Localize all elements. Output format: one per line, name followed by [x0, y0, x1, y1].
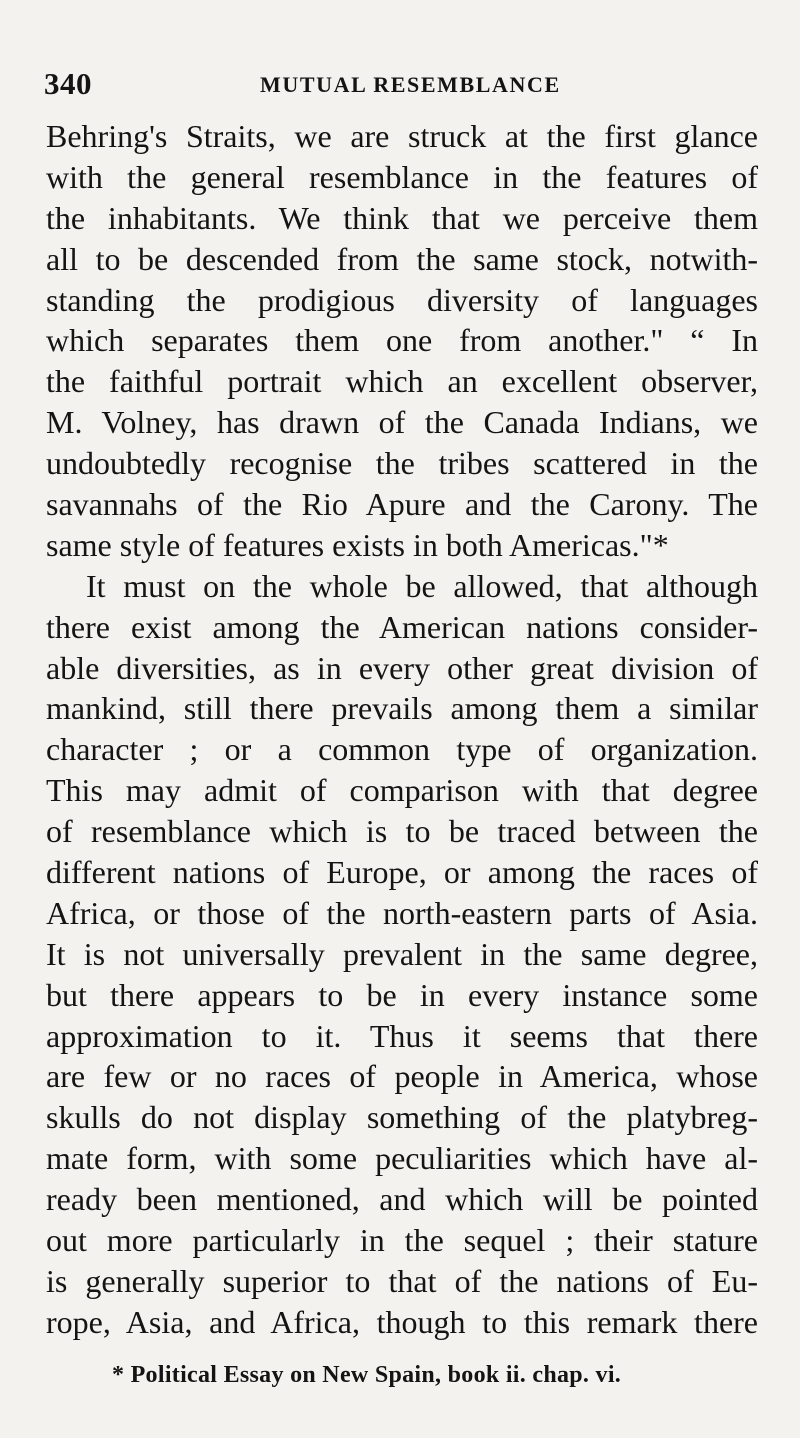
text-line: ready been mentioned, and which will be pointed [46, 1181, 758, 1218]
text-line: with the general resemblance in the features of [46, 158, 758, 195]
text-line: which separates them one from another." “ In [46, 322, 758, 359]
text-line: skulls do not display something of the platybreg- [46, 1099, 758, 1136]
text-line: It must on the whole be allowed, that although [86, 567, 758, 604]
text-line: out more particularly in the sequel ; their stature [46, 1222, 758, 1259]
page-number: 340 [44, 66, 92, 101]
text-line: rope, Asia, and Africa, though to this remark there [46, 1303, 758, 1340]
text-line: but there appears to be in every instance some [46, 976, 758, 1013]
text-line: undoubtedly recognise the tribes scattered in the [46, 445, 758, 482]
text-line: mate form, with some peculiarities which have al- [46, 1140, 758, 1177]
text-line: standing the prodigious diversity of languages [46, 281, 758, 318]
text-line: able diversities, as in every other great division of [46, 649, 758, 686]
text-line: savannahs of the Rio Apure and the Carony. The [46, 486, 758, 523]
text-line: different nations of Europe, or among the races of [46, 854, 758, 891]
text-line: approximation to it. Thus it seems that there [46, 1017, 758, 1054]
text-line: mankind, still there prevails among them a similar [46, 690, 758, 727]
footnote: * Political Essay on New Spain, book ii. chap. vi. [112, 1362, 622, 1388]
text-line: are few or no races of people in America, whose [46, 1058, 758, 1095]
page-header [44, 66, 760, 106]
text-line: is generally superior to that of the nations of Eu- [46, 1262, 758, 1299]
text-line: same style of features exists in both Americas."* [46, 526, 669, 563]
text-line: all to be descended from the same stock, notwith- [46, 240, 758, 277]
text-line: character ; or a common type of organization. [46, 731, 758, 768]
text-line: This may admit of comparison with that degree [46, 772, 758, 809]
text-line: It is not universally prevalent in the same degree, [46, 935, 758, 972]
text-line: the inhabitants. We think that we perceive them [46, 199, 758, 236]
text-line: M. Volney, has drawn of the Canada Indians, we [46, 404, 758, 441]
text-line: Africa, or those of the north-eastern parts of Asia. [46, 894, 758, 931]
running-head: MUTUAL RESEMBLANCE [260, 72, 561, 97]
text-line: of resemblance which is to be traced between the [46, 813, 758, 850]
text-line: there exist among the American nations consider- [46, 608, 758, 645]
text-line: Behring's Straits, we are struck at the first glance [46, 118, 758, 154]
body-text [46, 116, 758, 1343]
text-line: the faithful portrait which an excellent observer, [46, 363, 758, 400]
